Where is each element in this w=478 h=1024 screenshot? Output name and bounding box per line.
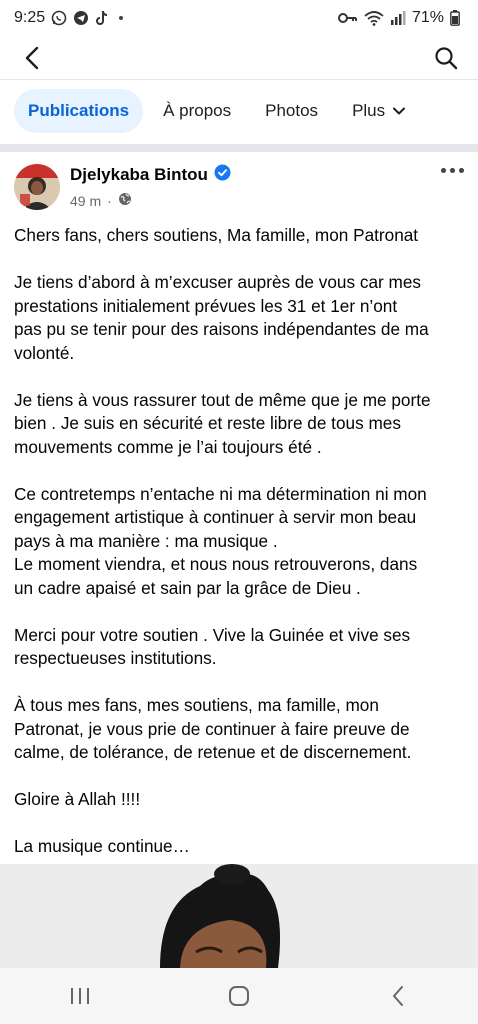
section-divider <box>0 144 478 152</box>
post-text-line: Ce contretemps n’entache ni ma détermination ni mon <box>14 483 427 504</box>
search-icon[interactable] <box>430 42 462 74</box>
signal-icon <box>390 11 406 25</box>
post-text-line: bien . Je suis en sécurité et reste libre de tous mes <box>14 413 401 433</box>
post-paragraph <box>14 224 466 248</box>
notification-dot-icon <box>119 16 123 20</box>
post-paragraph <box>14 483 466 601</box>
post-paragraph <box>14 624 466 671</box>
post-meta <box>70 192 231 209</box>
tab-a-propos[interactable] <box>149 89 245 133</box>
key-icon <box>338 12 358 24</box>
post-text-line: Je tiens d’abord à m’excuser auprès de vous car mes <box>14 272 421 292</box>
post-text-line: engagement artistique à continuer à servir mon beau <box>14 507 417 527</box>
system-navigation-bar <box>0 968 478 1024</box>
status-bar <box>0 0 478 36</box>
post-text-line: pays à ma manière : ma musique . <box>14 530 278 551</box>
post-paragraph <box>14 788 466 812</box>
post-text-line: La musique continue… <box>14 836 190 856</box>
system-back-icon[interactable] <box>368 976 428 1016</box>
tab-label: Plus <box>352 101 386 120</box>
whatsapp-icon <box>51 10 67 26</box>
battery-percent: 71% <box>411 9 444 26</box>
avatar[interactable] <box>14 164 60 210</box>
back-arrow-icon[interactable] <box>16 42 48 74</box>
post-text-line: volonté. <box>14 342 75 363</box>
wifi-icon <box>364 10 384 26</box>
tab-plus[interactable] <box>338 89 419 133</box>
home-icon[interactable] <box>209 976 269 1016</box>
recents-icon[interactable] <box>50 976 110 1016</box>
top-navigation-bar <box>0 36 478 80</box>
tab-photos[interactable] <box>251 89 332 133</box>
tab-label: À propos <box>163 101 232 120</box>
tab-label: Photos <box>265 101 319 120</box>
globe-icon <box>118 192 132 209</box>
post-paragraph <box>14 835 466 859</box>
post-time[interactable]: 49 m <box>70 192 102 209</box>
post-text-line: prestations initialement prévues les 31 et 1er n’ont <box>14 295 398 316</box>
post-paragraph <box>14 694 466 765</box>
post-text-line: Gloire à Allah !!!! <box>14 789 141 809</box>
post-photo[interactable] <box>0 864 478 968</box>
status-time: 9:25 <box>14 9 46 26</box>
telegram-icon <box>73 10 89 26</box>
post-text-line: mouvements comme je l’ai toujours été . <box>14 436 322 457</box>
profile-tabs <box>0 88 478 134</box>
post-text-line: À tous mes fans, mes soutiens, ma famille, mon <box>14 695 379 715</box>
author-row <box>70 164 231 186</box>
post-text-line: Chers fans, chers soutiens, Ma famille, mon Patronat <box>14 225 419 245</box>
author-name[interactable]: Djelykaba Bintou <box>70 165 208 184</box>
more-options-icon[interactable] <box>441 168 464 173</box>
post-text-line: un cadre apaisé et sain par la grâce de Dieu . <box>14 577 361 598</box>
post-body <box>14 224 466 882</box>
post-paragraph <box>14 389 466 460</box>
post-text-line: Le moment viendra, et nous nous retrouverons, dans <box>14 554 418 574</box>
status-left <box>14 9 123 27</box>
post-text-line: Patronat, je vous prie de continuer à faire preuve de <box>14 718 410 739</box>
status-right <box>338 9 460 27</box>
post-text-line: calme, de tolérance, de retenue et de discernement. <box>14 742 412 762</box>
post-paragraph <box>14 271 466 365</box>
post-text-line: pas pu se tenir pour des raisons indépendantes de ma <box>14 319 429 339</box>
meta-separator: · <box>107 192 112 209</box>
author-info <box>70 164 231 209</box>
verified-badge-icon <box>214 164 231 186</box>
tiktok-icon <box>95 10 109 26</box>
battery-icon <box>450 10 460 26</box>
post-text-line: respectueuses institutions. <box>14 648 217 668</box>
post-text-line: Je tiens à vous rassurer tout de même que je me porte <box>14 389 431 410</box>
post-text-line: Merci pour votre soutien . Vive la Guinée et vive ses <box>14 624 411 645</box>
tab-label: Publications <box>28 101 130 120</box>
chevron-down-icon <box>393 107 405 115</box>
tab-publications[interactable] <box>14 89 143 133</box>
post-header <box>14 164 464 216</box>
